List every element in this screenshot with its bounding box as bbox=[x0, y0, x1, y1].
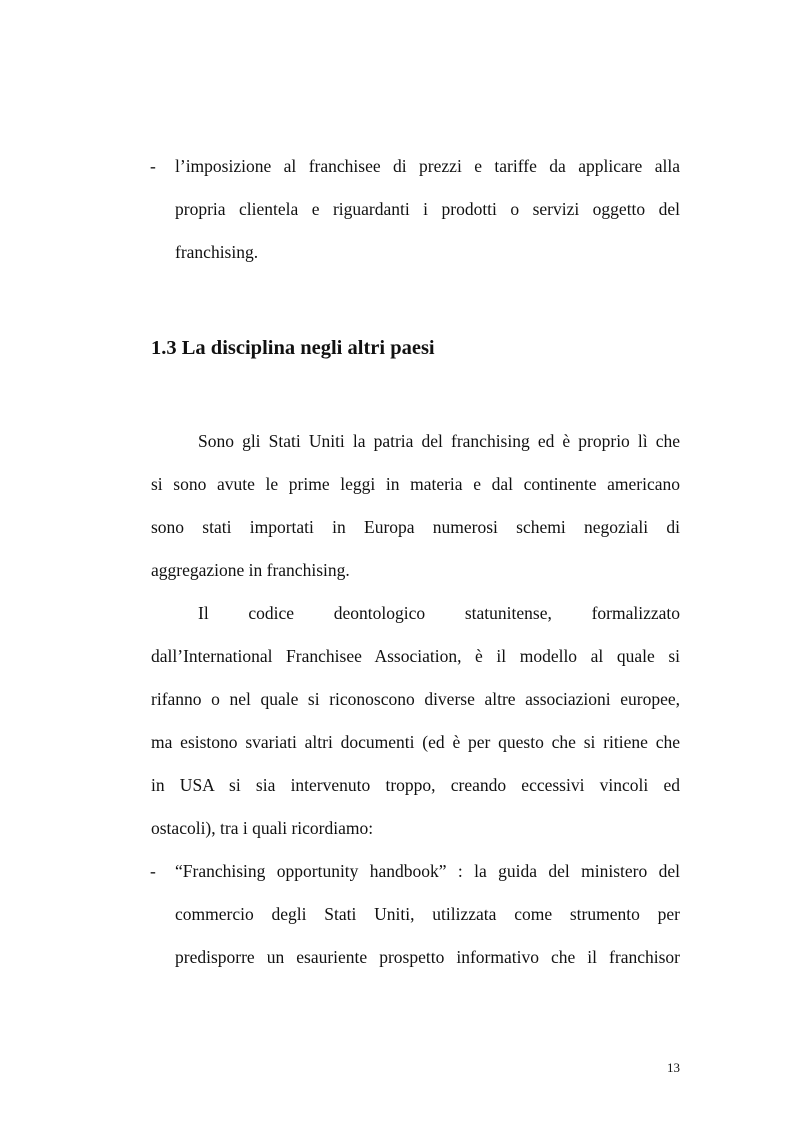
bullet-text-line: propria clientela e riguardanti i prodotti o servizi oggetto del bbox=[175, 199, 680, 219]
bullet-marker: - bbox=[150, 861, 156, 881]
bullet-text-line: commercio degli Stati Uniti, utilizzata come strumento per bbox=[175, 904, 680, 924]
paragraph-line: rifanno o nel quale si riconoscono diverse altre associazioni europee, bbox=[151, 689, 680, 709]
paragraph-line: aggregazione in franchising. bbox=[151, 560, 350, 580]
paragraph-line: ostacoli), tra i quali ricordiamo: bbox=[151, 818, 374, 838]
paragraph-line: in USA si sia intervenuto troppo, creando eccessivi vincoli ed bbox=[151, 775, 680, 795]
page-number: 13 bbox=[667, 1060, 680, 1075]
bullet-text-line: l’imposizione al franchisee di prezzi e tariffe da applicare alla bbox=[175, 156, 680, 176]
bullet-marker: - bbox=[150, 156, 156, 176]
bullet-text-line: franchising. bbox=[175, 242, 259, 262]
paragraph-line: ma esistono svariati altri documenti (ed è per questo che si ritiene che bbox=[151, 732, 680, 752]
paragraph-line: si sono avute le prime leggi in materia e dal continente americano bbox=[151, 474, 680, 494]
paragraph-line: Sono gli Stati Uniti la patria del franchising ed è proprio lì che bbox=[198, 431, 680, 451]
section-heading: 1.3 La disciplina negli altri paesi bbox=[151, 337, 435, 359]
paragraph-line: sono stati importati in Europa numerosi schemi negoziali di bbox=[151, 517, 680, 537]
paragraph-line: Il codice deontologico statunitense, formalizzato bbox=[198, 603, 680, 623]
bullet-text-line: predisporre un esauriente prospetto informativo che il franchisor bbox=[175, 947, 680, 967]
bullet-text-line: “Franchising opportunity handbook” : la guida del ministero del bbox=[175, 861, 680, 881]
paragraph-line: dall’International Franchisee Association, è il modello al quale si bbox=[151, 646, 680, 666]
